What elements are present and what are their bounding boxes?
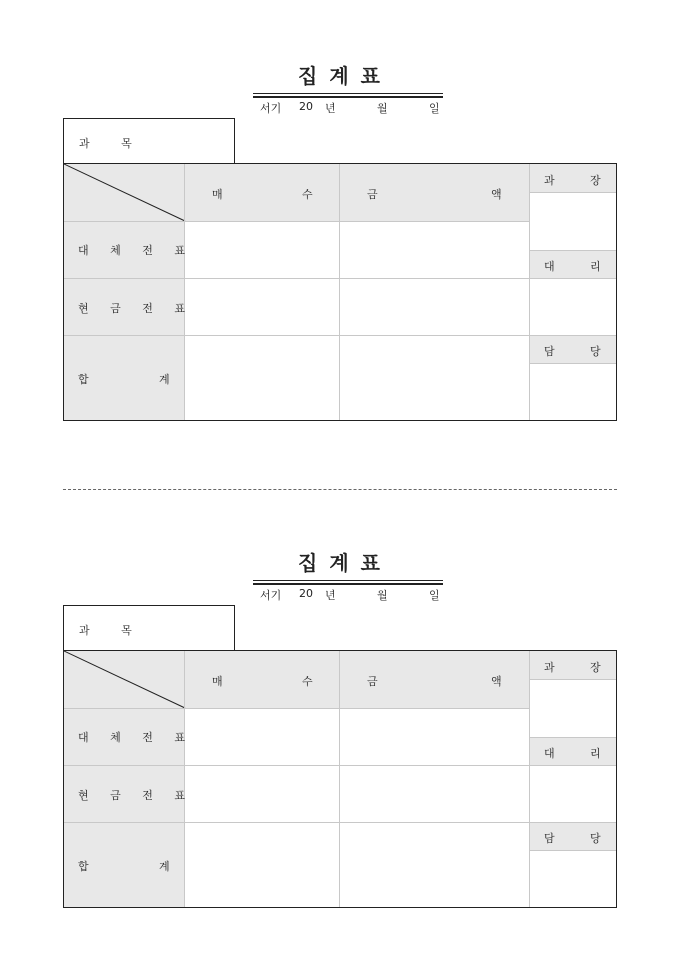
form-title	[0, 60, 680, 89]
row-label-cash-slip: 현 금 전 표	[78, 789, 194, 802]
deputy-signature-box[interactable]	[530, 766, 616, 822]
date-month-label: 월	[377, 589, 388, 602]
title-char: 표	[360, 551, 382, 575]
approval-staff-b: 당	[590, 832, 601, 845]
approval-header-2	[530, 737, 616, 765]
staff-signature-box[interactable]	[530, 851, 616, 907]
approval-deputy-b: 리	[590, 747, 601, 760]
header-amount-a: 금	[367, 675, 378, 688]
transfer-amount-cell[interactable]	[340, 222, 529, 278]
subject-field[interactable]	[63, 605, 235, 650]
transfer-count-cell[interactable]	[185, 222, 339, 278]
cash-amount-cell[interactable]	[340, 766, 529, 822]
approval-header-3	[530, 822, 616, 850]
subject-field[interactable]	[63, 118, 235, 163]
row-label-total-b: 계	[159, 373, 170, 386]
summary-form-2	[0, 487, 680, 907]
date-month-label: 월	[377, 102, 388, 115]
total-count-cell[interactable]	[185, 823, 339, 907]
diagonal-divider	[64, 651, 186, 709]
header-count-b: 수	[302, 675, 313, 688]
transfer-amount-cell[interactable]	[340, 709, 529, 765]
row-label-transfer-slip: 대 체 전 표	[78, 731, 194, 744]
title-underline	[253, 93, 443, 94]
manager-signature-box[interactable]	[530, 193, 616, 250]
summary-table	[63, 163, 617, 421]
row-label-total-b: 계	[159, 860, 170, 873]
approval-deputy-a: 대	[544, 747, 555, 760]
row-label-cash-slip: 현 금 전 표	[78, 302, 194, 315]
approval-staff-a: 담	[544, 832, 555, 845]
title-char: 계	[329, 64, 351, 88]
approval-header-1	[530, 164, 616, 192]
title-char: 표	[360, 64, 382, 88]
approval-deputy-b: 리	[590, 260, 601, 273]
approval-manager-b: 장	[590, 661, 601, 674]
total-count-cell[interactable]	[185, 336, 339, 420]
title-char: 집	[298, 64, 320, 88]
header-count-a: 매	[212, 675, 223, 688]
date-year-value[interactable]: 20	[299, 100, 313, 113]
manager-signature-box[interactable]	[530, 680, 616, 737]
subject-label: 과 목	[79, 624, 146, 637]
transfer-count-cell[interactable]	[185, 709, 339, 765]
row-label-total-a: 합	[78, 373, 89, 386]
form-title	[0, 547, 680, 576]
approval-manager-b: 장	[590, 174, 601, 187]
header-amount-b: 액	[491, 188, 502, 201]
approval-header-2	[530, 250, 616, 278]
title-underline-thick	[253, 96, 443, 98]
header-amount-b: 액	[491, 675, 502, 688]
header-count-a: 매	[212, 188, 223, 201]
title-underline-thick	[253, 583, 443, 585]
title-char: 집	[298, 551, 320, 575]
title-char: 계	[329, 551, 351, 575]
date-prefix: 서기	[260, 589, 282, 602]
subject-label: 과 목	[79, 137, 146, 150]
cash-count-cell[interactable]	[185, 279, 339, 335]
column-header-row	[185, 651, 530, 708]
diagonal-divider	[64, 164, 186, 222]
grid-line	[530, 737, 616, 738]
date-year-label: 년	[325, 589, 336, 602]
summary-form-1	[0, 0, 680, 420]
approval-staff-a: 담	[544, 345, 555, 358]
approval-staff-b: 당	[590, 345, 601, 358]
date-year-label: 년	[325, 102, 336, 115]
header-amount-a: 금	[367, 188, 378, 201]
approval-header-3	[530, 335, 616, 363]
approval-manager-a: 과	[544, 661, 555, 674]
approval-deputy-a: 대	[544, 260, 555, 273]
grid-line	[530, 822, 616, 823]
title-underline	[253, 580, 443, 581]
grid-line	[530, 250, 616, 251]
date-year-value[interactable]: 20	[299, 587, 313, 600]
approval-manager-a: 과	[544, 174, 555, 187]
date-prefix: 서기	[260, 102, 282, 115]
total-amount-cell[interactable]	[340, 336, 529, 420]
staff-signature-box[interactable]	[530, 364, 616, 420]
approval-header-1	[530, 651, 616, 679]
cash-amount-cell[interactable]	[340, 279, 529, 335]
column-header-row	[185, 164, 530, 221]
header-count-b: 수	[302, 188, 313, 201]
grid-line	[530, 335, 616, 336]
row-label-total-a: 합	[78, 860, 89, 873]
cash-count-cell[interactable]	[185, 766, 339, 822]
summary-table	[63, 650, 617, 908]
date-day-label: 일	[429, 589, 440, 602]
deputy-signature-box[interactable]	[530, 279, 616, 335]
date-day-label: 일	[429, 102, 440, 115]
total-amount-cell[interactable]	[340, 823, 529, 907]
row-label-transfer-slip: 대 체 전 표	[78, 244, 194, 257]
